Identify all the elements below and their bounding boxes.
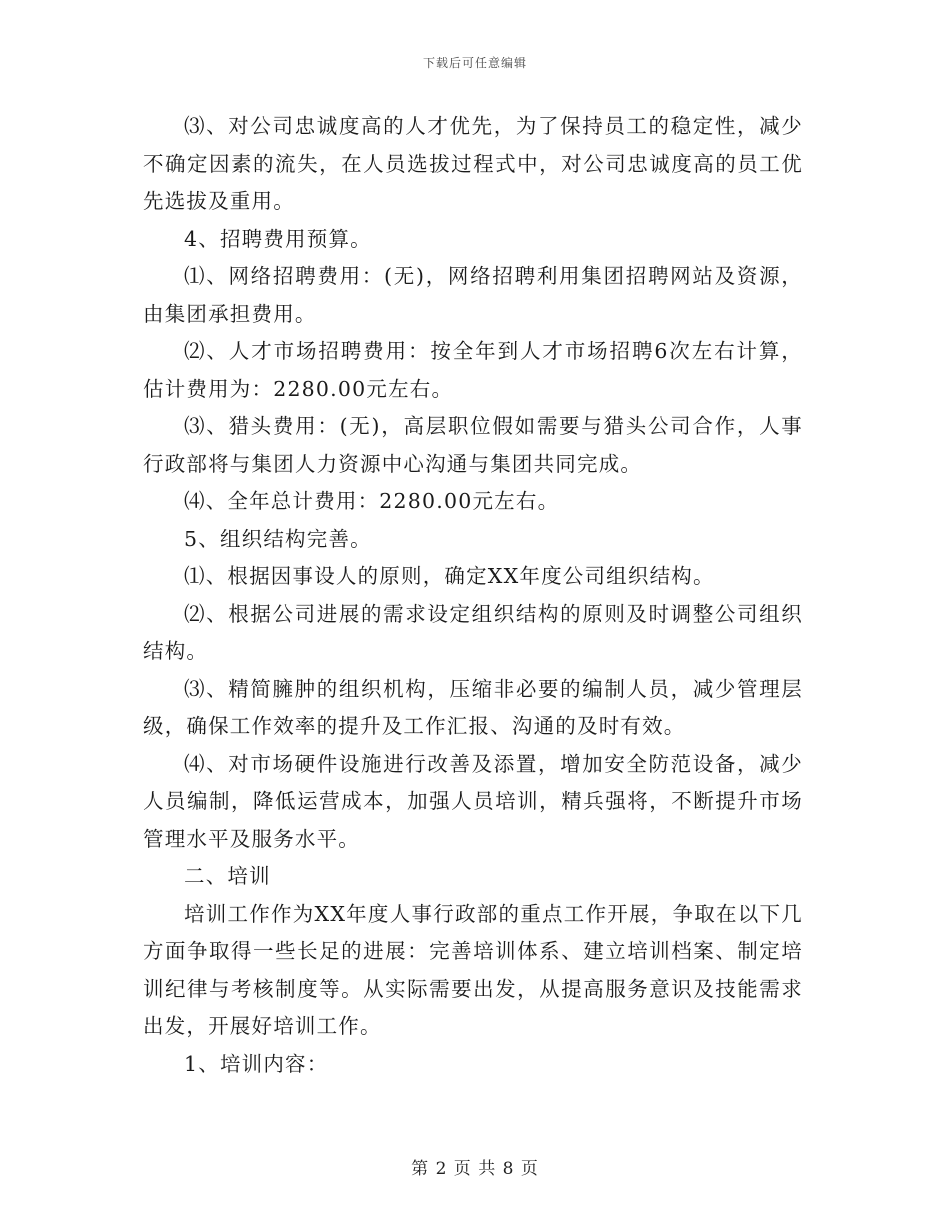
paragraph-training-intro: 培训工作作为XX年度人事行政部的重点工作开展，争取在以下几方面争取得一些长足的进展：完善培训体系、建立培训档案、制定培训纪律与考核制度等。从实际需要出发，从提高服务意识及技能需求出发，开展好培训工作。 — [143, 901, 803, 1038]
page-header: 下载后可任意编辑 — [422, 56, 527, 70]
paragraph-total-cost: ⑷、全年总计费用：2280.00元左右。 — [184, 489, 560, 513]
page-number: 第 2 页 共 8 页 — [411, 1159, 539, 1179]
document-body — [143, 108, 803, 1083]
paragraph-structure-principle: ⑴、根据因事设人的原则，确定XX年度公司组织结构。 — [184, 564, 715, 588]
paragraph-headhunter-cost: ⑶、猎头费用：(无)，高层职位假如需要与猎头公司合作，人事行政部将与集团人力资源中心沟通与集团共同完成。 — [143, 414, 803, 476]
heading-recruitment-budget: 4、招聘费用预算。 — [184, 226, 372, 251]
paragraph-talent-market-cost: ⑵、人才市场招聘费用：按全年到人才市场招聘6次左右计算，估计费用为：2280.00元左右。 — [143, 339, 803, 401]
heading-organization-structure: 5、组织结构完善。 — [184, 526, 372, 551]
paragraph-online-recruitment-cost: ⑴、网络招聘费用：(无)，网络招聘利用集团招聘网站及资源，由集团承担费用。 — [143, 264, 803, 326]
heading-training: 二、培训 — [184, 864, 271, 888]
paragraph-loyalty-priority: ⑶、对公司忠诚度高的人才优先，为了保持员工的稳定性，减少不确定因素的流失，在人员选拔过程式中，对公司忠诚度高的员工优先选拔及重用。 — [143, 114, 803, 213]
paragraph-facility-improve: ⑷、对市场硬件设施进行改善及添置，增加安全防范设备，减少人员编制，降低运营成本，加强人员培训，精兵强将，不断提升市场管理水平及服务水平。 — [143, 751, 803, 851]
paragraph-structure-streamline: ⑶、精简臃肿的组织机构，压缩非必要的编制人员，减少管理层级，确保工作效率的提升及工作汇报、沟通的及时有效。 — [143, 676, 803, 738]
heading-training-content: 1、培训内容： — [184, 1051, 329, 1076]
paragraph-structure-adjust: ⑵、根据公司进展的需求设定组织结构的原则及时调整公司组织结构。 — [143, 601, 803, 663]
